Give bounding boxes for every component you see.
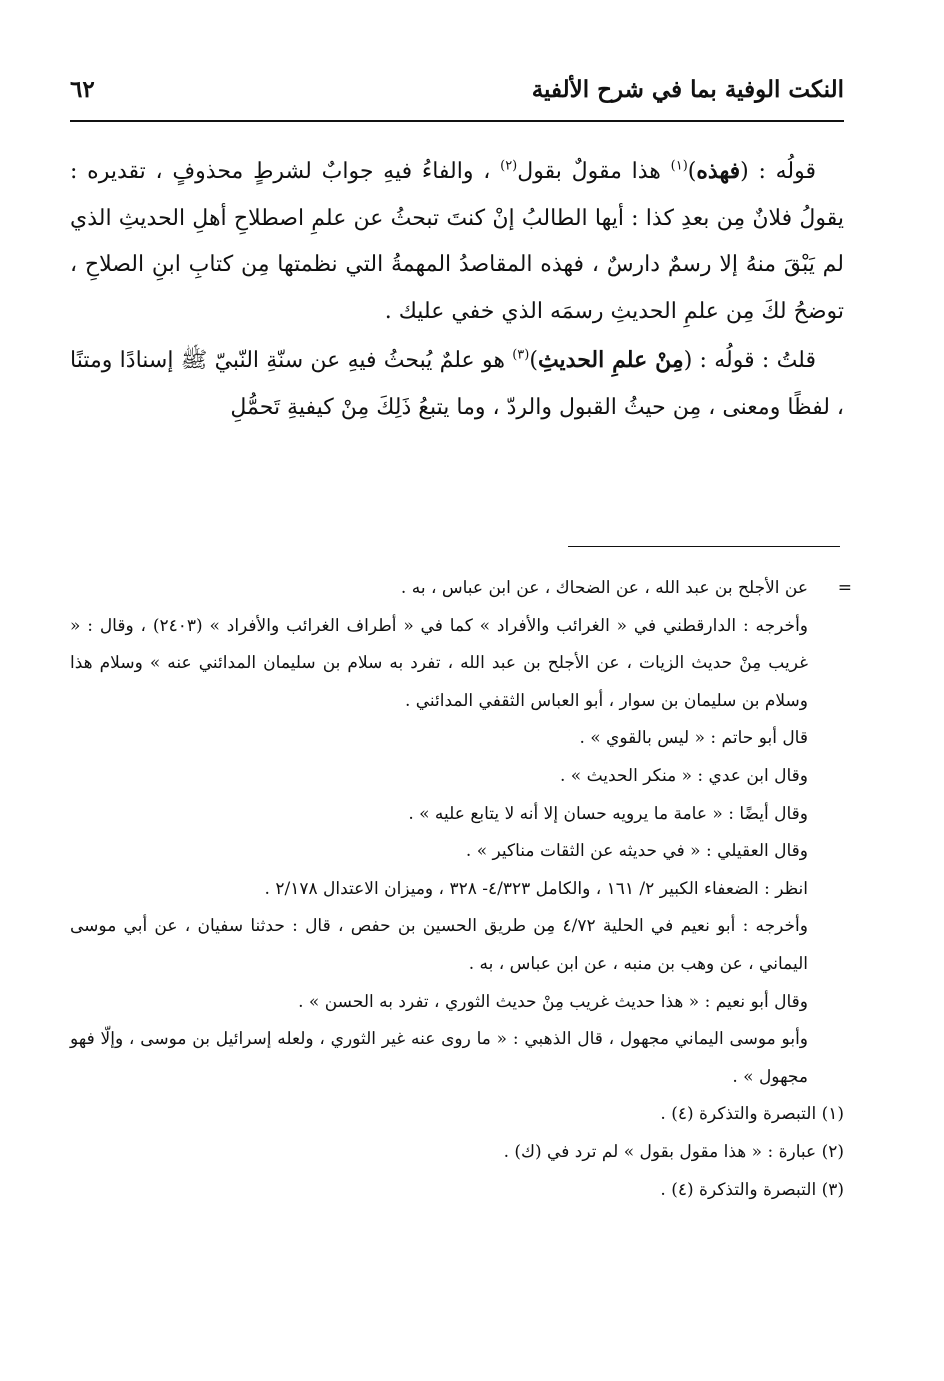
footnote-line: وقال أبو نعيم : « هذا حديث غريب مِنْ حديث الثوري ، تفرد به الحسن » . <box>298 991 808 1012</box>
paragraph-1 <box>70 148 844 335</box>
text-run: ) <box>529 348 538 373</box>
footnote-continuation <box>70 570 852 1096</box>
footnote-line: قال أبو حاتم : « ليس بالقوي » . <box>579 728 808 749</box>
footnote-line: عن الأجلح بن عبد الله ، عن الضحاك ، عن ابن عباس ، به . <box>400 578 808 598</box>
footnote-line: وقال العقيلي : « في حديثه عن الثقات مناكير » . <box>465 841 808 862</box>
footnote-3: (٣) التبصرة والتذكرة (٤) . <box>660 1179 844 1200</box>
footnote-line: وأخرجه : الدارقطني في « الغرائب والأفراد » كما في « أطراف الغرائب والأفراد » (٢٤٠٣) ، وقال : « غريب مِنْ حديث الزيات ، عن الأجلح بن عبد الله ، تفرد به سلام بن سليمان المدائني عنه » وسلام هذا وسلام بن سليمان بن سوار ، أبو العباس الثقفي المدائني . <box>70 615 809 711</box>
running-title: النكت الوفية بما في شرح الألفية <box>531 76 844 103</box>
footnote-ref-2: (٢) <box>500 158 518 174</box>
header-rule <box>70 120 844 122</box>
footnote-ref-3: (٣) <box>512 347 530 363</box>
running-header <box>70 70 844 116</box>
footnotes <box>70 570 852 1209</box>
paragraph-2 <box>70 337 844 431</box>
text-run: ، والفاءُ فيهِ جوابٌ لشرطٍ محذوفٍ ، تقديره : يقولُ فلانٌ مِن بعدِ كذا : أيها الطالبُ إنْ كنتَ تبحثُ عن علمِ اصطلاحِ أهلِ الحديثِ الذي لم يَبْقَ منهُ إلا رسمٌ دارسٌ ، فهذه المقاصدُ المهمةُ التي نظمتها مِن كتابِ ابنِ الصلاحِ ، توضحُ لكَ مِن علمِ الحديثِ رسمَه الذي خفي عليك . <box>70 159 844 324</box>
footnote-line: وأخرجه : أبو نعيم في الحلية ٤/٧٢ مِن طريق الحسين بن حفص ، قال : حدثنا سفيان ، عن أبي موسى اليماني ، عن وهب بن منبه ، عن ابن عباس ، به . <box>70 916 808 974</box>
page-number: ٦٢ <box>70 76 95 103</box>
footnote-1: (١) التبصرة والتذكرة (٤) . <box>660 1104 844 1125</box>
footnote-list <box>70 1096 844 1209</box>
text-run: قلتُ : قولُه : ( <box>683 348 816 373</box>
footnote-line: وقال أيضًا : « عامة ما يرويه حسان إلا أنه لا يتابع عليه » . <box>408 803 808 824</box>
footnote-line: انظر : الضعفاء الكبير ٢/ ١٦١ ، والكامل ٤/٣٢٣- ٣٢٨ ، وميزان الاعتدال ٢/١٧٨ . <box>264 878 808 899</box>
footnote-line: وأبو موسى اليماني مجهول ، قال الذهبي : « ما روى عنه غير الثوري ، ولعله إسرائيل بن موسى ، وإلّا فهو مجهول » . <box>70 1029 808 1087</box>
footnote-ref-1: (١) <box>670 158 688 174</box>
text-run: هو علمٌ يُبحثُ فيهِ عن سنّةِ النّبيّ ﷺ إسنادًا ومتنًا ، لفظًا ومعنى ، مِن حيثُ القبول والردّ ، وما يتبعُ ذَلِكَ مِنْ كيفيةِ تَحمُّلِ <box>70 348 844 420</box>
quoted-term: فهذه <box>696 158 741 184</box>
text-run: قولُه : ( <box>740 159 816 184</box>
text-run: هذا مقولٌ بقول <box>517 159 671 184</box>
main-text <box>70 148 844 431</box>
quoted-term: مِنْ علمِ الحديثِ <box>537 347 684 373</box>
footnote-2: (٢) عبارة : « هذا مقول بقول » لم ترد في (ك) . <box>503 1141 844 1162</box>
footnote-line: وقال ابن عدي : « منكر الحديث » . <box>559 765 808 786</box>
footnote-separator <box>568 546 840 547</box>
continuation-mark: = <box>837 578 852 598</box>
text-run: ) <box>687 159 697 184</box>
